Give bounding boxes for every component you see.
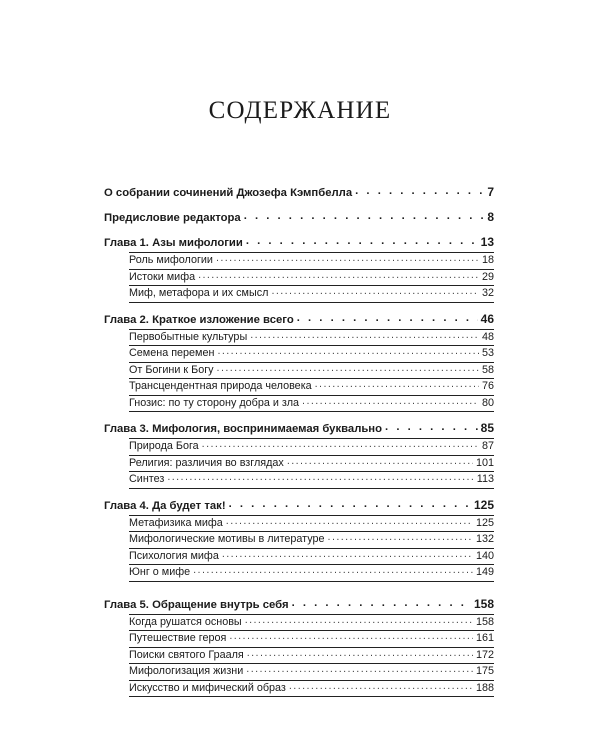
dot-leader	[216, 251, 479, 267]
dot-leader	[328, 530, 473, 546]
section-page: 101	[475, 456, 494, 469]
dot-leader	[229, 629, 473, 645]
toc-entry-collected-works	[104, 184, 494, 201]
section-list	[129, 438, 494, 489]
toc-chapter-row	[104, 420, 494, 437]
dot-leader	[385, 419, 478, 436]
section-title: Метафизика мифа	[129, 516, 223, 529]
chapter-page: 13	[480, 235, 494, 249]
chapter-page: 158	[473, 596, 494, 611]
section-title: Психология мифа	[129, 549, 219, 562]
section-page: 113	[476, 473, 494, 485]
toc-chapter-3	[104, 420, 494, 489]
dot-leader	[222, 547, 473, 563]
toc-chapter-4	[104, 497, 494, 582]
section-title: Гнозис: по ту сторону добра и зла	[129, 396, 300, 409]
section-title: Трансцендентная природа человека	[129, 380, 312, 392]
dot-leader	[244, 208, 485, 225]
dot-leader	[297, 310, 478, 327]
toc-entry-title: Предисловие редактора	[104, 212, 241, 224]
toc-chapter-2	[104, 311, 494, 413]
section-title: Роль мифологии	[129, 254, 213, 266]
dot-leader	[217, 344, 479, 360]
dot-leader	[355, 183, 484, 200]
section-row	[129, 396, 494, 413]
toc-entry-row	[104, 209, 494, 226]
section-title: Истоки мифа	[129, 270, 196, 283]
section-list	[129, 329, 494, 413]
section-list	[129, 614, 494, 698]
dot-leader	[193, 563, 473, 579]
section-title: Искусство и мифический образ	[129, 681, 286, 694]
section-page: 188	[475, 681, 494, 694]
section-page: 175	[475, 665, 494, 677]
chapter-title: Глава 2. Краткое изложение всего	[104, 313, 294, 326]
section-page: 87	[481, 440, 494, 452]
section-title: Природа Бога	[129, 440, 199, 452]
section-page: 29	[481, 270, 494, 283]
toc-chapter-1	[104, 234, 494, 303]
section-page: 48	[481, 330, 494, 343]
dot-leader	[271, 284, 479, 300]
dot-leader	[315, 377, 479, 393]
section-page: 58	[481, 363, 494, 376]
section-list	[129, 252, 494, 303]
section-row	[129, 286, 494, 303]
section-title: Путешествие героя	[129, 632, 227, 644]
section-page: 80	[481, 396, 494, 409]
page-title: СОДЕРЖАНИЕ	[208, 97, 392, 124]
section-title: Семена перемен	[129, 347, 215, 359]
dot-leader	[167, 470, 473, 486]
dot-leader	[245, 613, 473, 629]
section-page: 53	[481, 347, 494, 359]
section-page: 132	[475, 533, 494, 545]
toc-entry-page: 7	[487, 185, 494, 199]
section-title: Когда рушатся основы	[129, 615, 242, 628]
section-page: 158	[475, 615, 494, 628]
chapter-title: Глава 5. Обращение внутрь себя	[104, 598, 289, 611]
chapter-title: Глава 1. Азы мифологии	[104, 237, 243, 249]
section-page: 140	[475, 549, 494, 562]
section-title: Поиски святого Грааля	[129, 648, 244, 661]
section-row	[129, 681, 494, 698]
section-page: 76	[481, 380, 494, 392]
section-page: 32	[481, 287, 494, 299]
toc-chapter-row	[104, 596, 494, 613]
chapter-title: Глава 3. Мифология, воспринимаемая буквально	[104, 423, 383, 435]
dot-leader	[302, 394, 479, 410]
section-title: Мифологические мотивы в литературе	[129, 533, 325, 545]
dot-leader	[292, 595, 471, 612]
section-page: 172	[475, 648, 494, 661]
chapter-title: Глава 4. Да будет так!	[104, 499, 226, 512]
chapter-page: 125	[473, 497, 494, 512]
toc-entry-title: О собрании сочинений Джозефа Кэмпбелла	[104, 187, 353, 199]
section-title: Первобытные культуры	[129, 330, 248, 343]
dot-leader	[229, 496, 471, 513]
section-title: От Богини к Богу	[129, 363, 214, 376]
dot-leader	[246, 662, 473, 678]
toc-chapter-row	[104, 497, 494, 514]
section-title: Религия: различия во взглядах	[129, 456, 284, 469]
dot-leader	[287, 454, 473, 470]
dot-leader	[217, 361, 479, 377]
section-title: Мифологизация жизни	[129, 665, 244, 677]
section-row	[129, 472, 494, 489]
toc-chapter-5	[104, 596, 494, 698]
toc-entry-editor-foreword	[104, 209, 494, 226]
section-page: 149	[475, 566, 494, 578]
section-title: Юнг о мифе	[129, 566, 191, 578]
chapter-page: 85	[480, 421, 494, 435]
table-of-contents	[104, 184, 494, 705]
dot-leader	[202, 437, 479, 453]
toc-entry-page: 8	[487, 210, 494, 224]
section-page: 125	[475, 516, 494, 529]
section-row	[129, 565, 494, 582]
section-page: 18	[481, 254, 494, 266]
section-list	[129, 515, 494, 582]
section-title: Синтез	[129, 473, 165, 485]
dot-leader	[198, 268, 479, 284]
dot-leader	[226, 514, 473, 530]
dot-leader	[246, 233, 478, 250]
chapter-page: 46	[480, 311, 494, 326]
toc-entry-row	[104, 184, 494, 201]
dot-leader	[247, 646, 473, 662]
dot-leader	[289, 679, 473, 695]
toc-chapter-row	[104, 311, 494, 328]
toc-chapter-row	[104, 234, 494, 251]
section-title: Миф, метафора и их смысл	[129, 287, 269, 299]
dot-leader	[250, 328, 479, 344]
section-page: 161	[475, 632, 494, 644]
